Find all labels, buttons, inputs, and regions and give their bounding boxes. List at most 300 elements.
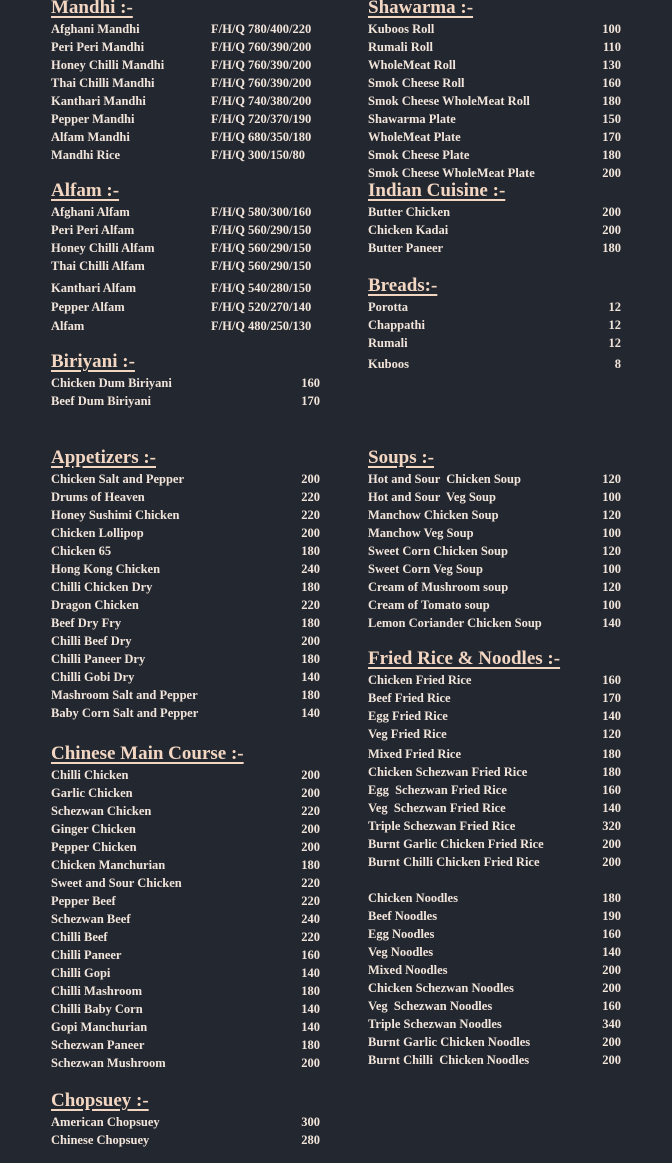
item-name: Chilli Mashroom bbox=[51, 984, 143, 998]
menu-item bbox=[368, 488, 621, 506]
menu-item bbox=[368, 596, 621, 614]
item-price: 160 bbox=[602, 76, 621, 90]
item-name: Burnt Garlic Chicken Fried Rice bbox=[368, 837, 544, 851]
menu-item bbox=[51, 488, 320, 506]
item-name: Chinese Chopsuey bbox=[51, 1133, 150, 1147]
item-price: 200 bbox=[602, 963, 621, 977]
item-price: 180 bbox=[602, 747, 621, 761]
item-price: 220 bbox=[301, 930, 320, 944]
item-price: 200 bbox=[602, 981, 621, 995]
item-price: 180 bbox=[301, 984, 320, 998]
menu-item bbox=[51, 1054, 320, 1072]
item-name: Smok Cheese WholeMeat Plate bbox=[368, 166, 535, 180]
menu-item bbox=[368, 110, 621, 128]
item-price: 180 bbox=[301, 652, 320, 666]
item-price: 220 bbox=[301, 490, 320, 504]
item-name: American Chopsuey bbox=[51, 1115, 160, 1129]
item-price: 560/290/150 bbox=[248, 241, 312, 255]
menu-item bbox=[51, 1036, 320, 1054]
item-price: 760/390/200 bbox=[248, 40, 312, 54]
menu-item bbox=[51, 74, 320, 92]
section-heading: Appetizers :- bbox=[51, 447, 156, 468]
item-price: 100 bbox=[602, 598, 621, 612]
item-name: Pepper Beef bbox=[51, 894, 116, 908]
menu-item bbox=[51, 820, 320, 838]
item-price: 100 bbox=[602, 490, 621, 504]
item-name: Beef Dry Fry bbox=[51, 616, 122, 630]
item-price: 180 bbox=[301, 580, 320, 594]
item-name: Chappathi bbox=[368, 318, 425, 332]
item-name: Pepper Chicken bbox=[51, 840, 137, 854]
menu-item bbox=[368, 239, 621, 257]
section-heading: Shawarma :- bbox=[368, 0, 474, 18]
item-name: Cream of Mushroom soup bbox=[368, 580, 509, 594]
menu-item bbox=[368, 524, 621, 542]
item-price: 140 bbox=[602, 616, 621, 630]
section-heading: Indian Cuisine :- bbox=[368, 180, 506, 201]
menu-item bbox=[51, 1131, 320, 1149]
item-name: Drums of Heaven bbox=[51, 490, 145, 504]
menu-item bbox=[51, 298, 320, 316]
item-name: Pepper Alfam bbox=[51, 300, 125, 314]
item-name: WholeMeat Plate bbox=[368, 130, 461, 144]
item-price: 240 bbox=[301, 562, 320, 576]
item-price: 140 bbox=[301, 1020, 320, 1034]
item-name: Triple Schezwan Noodles bbox=[368, 1017, 502, 1031]
item-price: 200 bbox=[602, 205, 621, 219]
menu-item bbox=[368, 92, 621, 110]
item-name: Chilli Beef Dry bbox=[51, 634, 132, 648]
item-name: Beef Fried Rice bbox=[368, 691, 451, 705]
item-price: 200 bbox=[301, 634, 320, 648]
menu-item bbox=[368, 725, 621, 743]
item-name: Peri Peri Alfam bbox=[51, 223, 135, 237]
item-size-options: F/H/Q bbox=[211, 281, 246, 295]
menu-item bbox=[368, 1033, 621, 1051]
item-name: Kuboos bbox=[368, 357, 409, 371]
menu-section bbox=[51, 181, 320, 335]
item-name: Smok Cheese Plate bbox=[368, 148, 470, 162]
section-heading: Chinese Main Course :- bbox=[51, 743, 244, 764]
menu-item bbox=[51, 578, 320, 596]
item-size-options: F/H/Q bbox=[211, 40, 246, 54]
item-name: Lemon Coriander Chicken Soup bbox=[368, 616, 542, 630]
menu-item bbox=[368, 578, 621, 596]
item-price: 100 bbox=[602, 562, 621, 576]
item-price: 140 bbox=[602, 709, 621, 723]
menu-item bbox=[51, 203, 320, 221]
item-price: 200 bbox=[301, 526, 320, 540]
item-price: 560/290/150 bbox=[248, 223, 312, 237]
item-name: Sweet Corn Veg Soup bbox=[368, 562, 483, 576]
item-price: 740/380/200 bbox=[248, 94, 312, 108]
item-price: 320 bbox=[602, 819, 621, 833]
item-name: Egg Schezwan Fried Rice bbox=[368, 783, 507, 797]
item-name: Hot and Sour Chicken Soup bbox=[368, 472, 521, 486]
item-price: 280 bbox=[301, 1133, 320, 1147]
menu-item bbox=[51, 874, 320, 892]
item-name: Mixed Fried Rice bbox=[368, 747, 462, 761]
menu-item bbox=[51, 704, 320, 722]
menu-item bbox=[368, 614, 621, 632]
item-price: 200 bbox=[301, 768, 320, 782]
menu-item bbox=[51, 20, 320, 38]
item-price: 200 bbox=[301, 840, 320, 854]
item-price: 110 bbox=[602, 40, 621, 54]
item-name: Butter Chicken bbox=[368, 205, 451, 219]
item-name: Chilli Chicken Dry bbox=[51, 580, 153, 594]
menu-item bbox=[368, 542, 621, 560]
item-name: Chilli Gobi Dry bbox=[51, 670, 135, 684]
menu-item bbox=[51, 110, 320, 128]
menu-item bbox=[368, 560, 621, 578]
item-name: Veg Fried Rice bbox=[368, 727, 447, 741]
menu-item bbox=[51, 946, 320, 964]
item-price: 300 bbox=[301, 1115, 320, 1129]
item-name: Hong Kong Chicken bbox=[51, 562, 161, 576]
item-name: Hot and Sour Veg Soup bbox=[368, 490, 496, 504]
item-price: 8 bbox=[614, 357, 621, 371]
menu-section bbox=[51, 1091, 320, 1149]
menu-item bbox=[51, 542, 320, 560]
menu-item bbox=[51, 317, 320, 335]
item-price: 180 bbox=[602, 148, 621, 162]
item-name: Chicken Dum Biriyani bbox=[51, 376, 172, 390]
menu-item bbox=[51, 392, 320, 410]
menu-item bbox=[51, 1113, 320, 1131]
item-price: 200 bbox=[301, 786, 320, 800]
item-name: Honey Chilli Alfam bbox=[51, 241, 155, 255]
item-name: Chicken Schezwan Noodles bbox=[368, 981, 514, 995]
menu-item bbox=[368, 74, 621, 92]
menu-item bbox=[368, 943, 621, 961]
item-name: Smok Cheese Roll bbox=[368, 76, 465, 90]
item-size-options: F/H/Q bbox=[211, 205, 246, 219]
item-name: Schezwan Paneer bbox=[51, 1038, 145, 1052]
menu-item bbox=[51, 374, 320, 392]
item-price: 170 bbox=[602, 691, 621, 705]
menu-item bbox=[368, 316, 621, 334]
item-name: Afghani Alfam bbox=[51, 205, 130, 219]
item-name: Chicken Salt and Pepper bbox=[51, 472, 185, 486]
section-heading: Soups :- bbox=[368, 447, 434, 468]
menu-item bbox=[51, 1000, 320, 1018]
item-size-options: F/H/Q bbox=[211, 22, 246, 36]
item-name: Kuboos Roll bbox=[368, 22, 435, 36]
item-name: Thai Chilli Alfam bbox=[51, 259, 145, 273]
menu-item bbox=[51, 632, 320, 650]
item-name: Chicken Fried Rice bbox=[368, 673, 472, 687]
item-size-options: F/H/Q bbox=[211, 319, 246, 333]
item-name: Chicken Manchurian bbox=[51, 858, 166, 872]
item-price: 340 bbox=[602, 1017, 621, 1031]
menu-item bbox=[51, 614, 320, 632]
item-name: Porotta bbox=[368, 300, 409, 314]
item-name: Dragon Chicken bbox=[51, 598, 139, 612]
menu-item bbox=[51, 128, 320, 146]
item-name: Alfam bbox=[51, 319, 85, 333]
item-price: 12 bbox=[608, 318, 621, 332]
item-size-options: F/H/Q bbox=[211, 259, 246, 273]
menu-item bbox=[368, 799, 621, 817]
menu-section bbox=[368, 0, 621, 182]
menu-item bbox=[51, 802, 320, 820]
item-price: 200 bbox=[602, 837, 621, 851]
menu-item bbox=[368, 1015, 621, 1033]
menu-item bbox=[51, 766, 320, 784]
item-price: 760/390/200 bbox=[248, 76, 312, 90]
item-price: 120 bbox=[602, 472, 621, 486]
item-size-options: F/H/Q bbox=[211, 130, 246, 144]
item-name: Burnt Garlic Chicken Noodles bbox=[368, 1035, 531, 1049]
menu-item bbox=[368, 979, 621, 997]
menu-item bbox=[51, 92, 320, 110]
menu-item bbox=[51, 596, 320, 614]
item-name: Chilli Paneer bbox=[51, 948, 122, 962]
menu-item bbox=[368, 56, 621, 74]
item-size-options: F/H/Q bbox=[211, 300, 246, 314]
item-price: 200 bbox=[602, 855, 621, 869]
item-name: Honey Sushimi Chicken bbox=[51, 508, 180, 522]
item-name: Ginger Chicken bbox=[51, 822, 136, 836]
menu-item bbox=[368, 689, 621, 707]
menu-item bbox=[368, 334, 621, 352]
item-price: 200 bbox=[301, 1056, 320, 1070]
item-name: Chilli Beef bbox=[51, 930, 108, 944]
item-price: 220 bbox=[301, 598, 320, 612]
section-heading: Alfam :- bbox=[51, 180, 120, 201]
item-price: 160 bbox=[301, 376, 320, 390]
menu-item bbox=[51, 856, 320, 874]
item-price: 580/300/160 bbox=[248, 205, 312, 219]
item-name: Beef Dum Biriyani bbox=[51, 394, 151, 408]
item-price: 140 bbox=[301, 706, 320, 720]
item-name: Butter Paneer bbox=[368, 241, 444, 255]
menu-item bbox=[51, 146, 320, 164]
menu-item bbox=[51, 221, 320, 239]
item-price: 180 bbox=[602, 241, 621, 255]
item-price: 100 bbox=[602, 526, 621, 540]
item-price: 160 bbox=[602, 999, 621, 1013]
item-name: Thai Chilli Mandhi bbox=[51, 76, 155, 90]
item-name: Gopi Manchurian bbox=[51, 1020, 148, 1034]
item-price: 720/370/190 bbox=[248, 112, 312, 126]
section-heading: Mandhi :- bbox=[51, 0, 133, 18]
item-size-options: F/H/Q bbox=[211, 148, 246, 162]
item-price: 100 bbox=[602, 22, 621, 36]
item-price: 220 bbox=[301, 876, 320, 890]
item-name: Mixed Noodles bbox=[368, 963, 448, 977]
menu-item bbox=[51, 928, 320, 946]
menu-item bbox=[368, 470, 621, 488]
menu-item bbox=[368, 221, 621, 239]
item-price: 140 bbox=[602, 945, 621, 959]
item-name: Garlic Chicken bbox=[51, 786, 133, 800]
item-price: 180 bbox=[301, 858, 320, 872]
item-name: Burnt Chilli Chicken Fried Rice bbox=[368, 855, 540, 869]
menu-item bbox=[51, 38, 320, 56]
item-price: 300/150/80 bbox=[248, 148, 305, 162]
menu-item bbox=[51, 239, 320, 257]
item-name: Beef Noodles bbox=[368, 909, 438, 923]
item-price: 12 bbox=[608, 336, 621, 350]
item-price: 150 bbox=[602, 112, 621, 126]
menu-item bbox=[368, 671, 621, 689]
item-name: Chilli Baby Corn bbox=[51, 1002, 143, 1016]
item-name: Chilli Chicken bbox=[51, 768, 129, 782]
menu-section bbox=[51, 448, 320, 722]
item-price: 160 bbox=[602, 673, 621, 687]
menu-item bbox=[51, 56, 320, 74]
menu-section bbox=[368, 276, 621, 373]
item-price: 170 bbox=[602, 130, 621, 144]
item-price: 680/350/180 bbox=[248, 130, 312, 144]
menu-item bbox=[51, 838, 320, 856]
item-name: Honey Chilli Mandhi bbox=[51, 58, 165, 72]
item-name: Shawarma Plate bbox=[368, 112, 456, 126]
item-price: 120 bbox=[602, 727, 621, 741]
menu-item bbox=[368, 781, 621, 799]
menu-item bbox=[368, 835, 621, 853]
menu-item bbox=[51, 650, 320, 668]
item-price: 200 bbox=[301, 472, 320, 486]
item-price: 480/250/130 bbox=[248, 319, 312, 333]
item-price: 200 bbox=[602, 1053, 621, 1067]
item-price: 560/290/150 bbox=[248, 259, 312, 273]
item-name: Veg Noodles bbox=[368, 945, 434, 959]
item-name: Chicken Schezwan Fried Rice bbox=[368, 765, 528, 779]
item-price: 190 bbox=[602, 909, 621, 923]
menu-section bbox=[51, 744, 320, 1072]
item-price: 120 bbox=[602, 508, 621, 522]
menu-section bbox=[51, 352, 320, 410]
item-size-options: F/H/Q bbox=[211, 94, 246, 108]
item-name: Chicken Lollipop bbox=[51, 526, 144, 540]
menu-item bbox=[368, 907, 621, 925]
item-name: Chilli Paneer Dry bbox=[51, 652, 146, 666]
menu-item bbox=[51, 668, 320, 686]
menu-item bbox=[51, 470, 320, 488]
menu-item bbox=[368, 925, 621, 943]
menu-section bbox=[368, 448, 621, 632]
menu-item bbox=[51, 279, 320, 297]
menu-item bbox=[368, 1051, 621, 1069]
item-name: Schezwan Chicken bbox=[51, 804, 152, 818]
item-price: 140 bbox=[301, 1002, 320, 1016]
menu-item bbox=[368, 355, 621, 373]
item-name: Smok Cheese WholeMeat Roll bbox=[368, 94, 530, 108]
menu-section bbox=[368, 649, 621, 1069]
item-name: Veg Schezwan Noodles bbox=[368, 999, 493, 1013]
item-name: Rumali Roll bbox=[368, 40, 433, 54]
item-name: Schezwan Mushroom bbox=[51, 1056, 166, 1070]
item-name: Alfam Mandhi bbox=[51, 130, 130, 144]
item-size-options: F/H/Q bbox=[211, 241, 246, 255]
item-name: Baby Corn Salt and Pepper bbox=[51, 706, 199, 720]
menu-item bbox=[51, 686, 320, 704]
item-price: 220 bbox=[301, 804, 320, 818]
item-name: Cream of Tomato soup bbox=[368, 598, 490, 612]
menu-item bbox=[368, 961, 621, 979]
item-price: 12 bbox=[608, 300, 621, 314]
menu-item bbox=[51, 964, 320, 982]
menu-item bbox=[368, 997, 621, 1015]
item-name: Kanthari Mandhi bbox=[51, 94, 146, 108]
item-price: 180 bbox=[602, 765, 621, 779]
menu-section bbox=[51, 0, 320, 164]
item-price: 540/280/150 bbox=[248, 281, 312, 295]
item-price: 200 bbox=[602, 166, 621, 180]
item-price: 180 bbox=[602, 94, 621, 108]
item-price: 180 bbox=[301, 688, 320, 702]
menu-item bbox=[51, 982, 320, 1000]
item-price: 160 bbox=[301, 948, 320, 962]
item-name: Mandhi Rice bbox=[51, 148, 121, 162]
menu-item bbox=[368, 203, 621, 221]
item-price: 200 bbox=[602, 223, 621, 237]
item-price: 160 bbox=[602, 927, 621, 941]
item-price: 200 bbox=[602, 1035, 621, 1049]
item-price: 140 bbox=[301, 670, 320, 684]
menu-item bbox=[51, 910, 320, 928]
item-name: Chilli Gopi bbox=[51, 966, 111, 980]
item-size-options: F/H/Q bbox=[211, 223, 246, 237]
item-price: 130 bbox=[602, 58, 621, 72]
menu-item bbox=[368, 146, 621, 164]
item-name: Egg Fried Rice bbox=[368, 709, 448, 723]
section-heading: Chopsuey :- bbox=[51, 1090, 149, 1111]
item-price: 180 bbox=[301, 1038, 320, 1052]
item-name: Veg Schezwan Fried Rice bbox=[368, 801, 506, 815]
menu-item bbox=[51, 560, 320, 578]
item-name: Chicken Noodles bbox=[368, 891, 458, 905]
menu-item bbox=[51, 784, 320, 802]
item-size-options: F/H/Q bbox=[211, 112, 246, 126]
item-name: Sweet and Sour Chicken bbox=[51, 876, 182, 890]
item-price: 140 bbox=[301, 966, 320, 980]
item-name: Manchow Chicken Soup bbox=[368, 508, 499, 522]
item-price: 780/400/220 bbox=[248, 22, 312, 36]
item-name: Sweet Corn Chicken Soup bbox=[368, 544, 508, 558]
item-price: 220 bbox=[301, 894, 320, 908]
menu-item bbox=[368, 38, 621, 56]
menu-item bbox=[368, 20, 621, 38]
item-name: Schezwan Beef bbox=[51, 912, 131, 926]
item-price: 120 bbox=[602, 580, 621, 594]
item-price: 180 bbox=[301, 616, 320, 630]
section-heading: Fried Rice & Noodles :- bbox=[368, 648, 561, 669]
item-name: WholeMeat Roll bbox=[368, 58, 456, 72]
menu-item bbox=[51, 506, 320, 524]
menu-item bbox=[368, 745, 621, 763]
section-heading: Biriyani :- bbox=[51, 351, 135, 372]
section-heading: Breads:- bbox=[368, 275, 438, 296]
menu-item bbox=[51, 1018, 320, 1036]
item-name: Manchow Veg Soup bbox=[368, 526, 474, 540]
item-size-options: F/H/Q bbox=[211, 76, 246, 90]
menu-item bbox=[51, 524, 320, 542]
item-price: 220 bbox=[301, 508, 320, 522]
item-price: 240 bbox=[301, 912, 320, 926]
item-price: 160 bbox=[602, 783, 621, 797]
item-name: Chicken 65 bbox=[51, 544, 112, 558]
item-price: 200 bbox=[301, 822, 320, 836]
menu-item bbox=[368, 889, 621, 907]
item-price: 120 bbox=[602, 544, 621, 558]
item-name: Afghani Mandhi bbox=[51, 22, 140, 36]
item-price: 170 bbox=[301, 394, 320, 408]
item-name: Mashroom Salt and Pepper bbox=[51, 688, 198, 702]
